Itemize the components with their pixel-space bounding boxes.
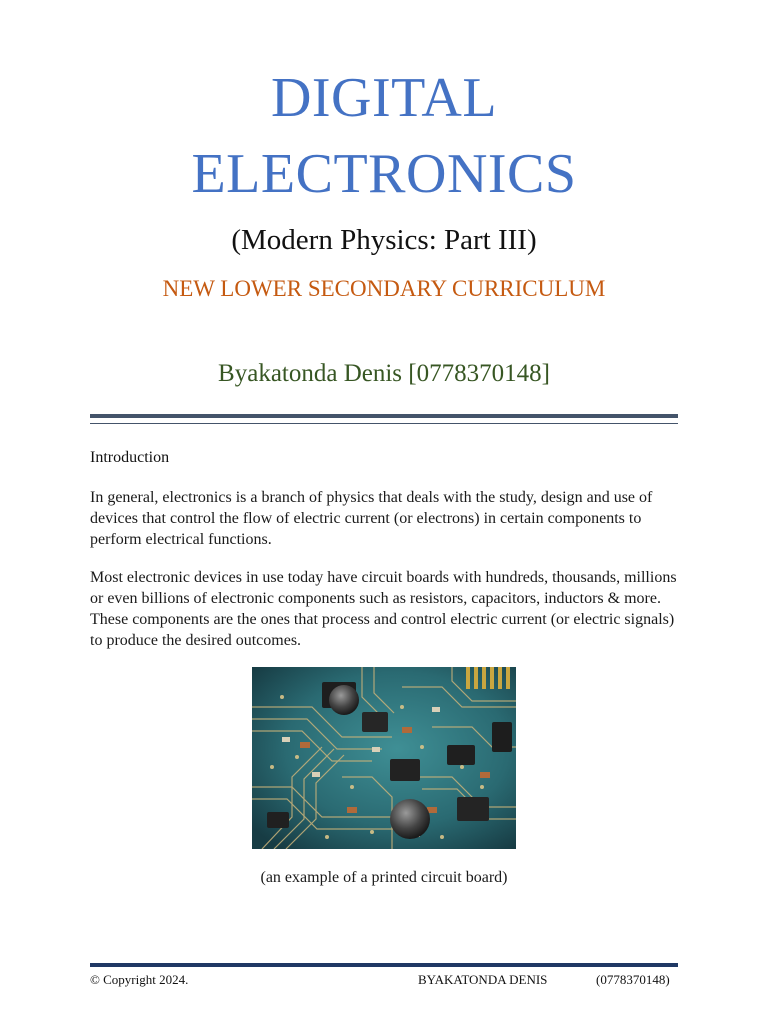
image-caption: (an example of a printed circuit board) — [260, 869, 508, 886]
header-divider-thick — [90, 414, 678, 418]
footer-author-name: BYAKATONDA DENIS — [418, 972, 548, 987]
document-title-line-2: ELECTRONICS — [191, 143, 577, 205]
footer-copyright: © Copyright 2024. — [90, 972, 189, 987]
document-title-line-1: DIGITAL — [270, 67, 498, 129]
section-heading-introduction: Introduction — [90, 449, 170, 466]
intro-paragraph-2: Most electronic devices in use today have circuit boards with hundreds, thousands, millions or even billions of electronic components such as resistors, capacitors, inductors & more. These components are the ones that process and control electric current (or electric signals) to produce the desired outcomes. — [90, 569, 677, 649]
circuit-board-photo — [252, 667, 516, 849]
footer-divider — [90, 963, 678, 967]
document-subtitle: (Modern Physics: Part III) — [231, 224, 537, 256]
author-line: Byakatonda Denis [0778370148] — [218, 360, 550, 387]
header-divider-thin — [90, 423, 678, 424]
footer-phone: (0778370148) — [596, 972, 670, 987]
curriculum-heading: NEW LOWER SECONDARY CURRICULUM — [162, 276, 606, 301]
intro-paragraph-1: In general, electronics is a branch of physics that deals with the study, design and use of devices that control the flow of electric current (or electrons) in certain components to perform electrical functions. — [90, 489, 653, 548]
